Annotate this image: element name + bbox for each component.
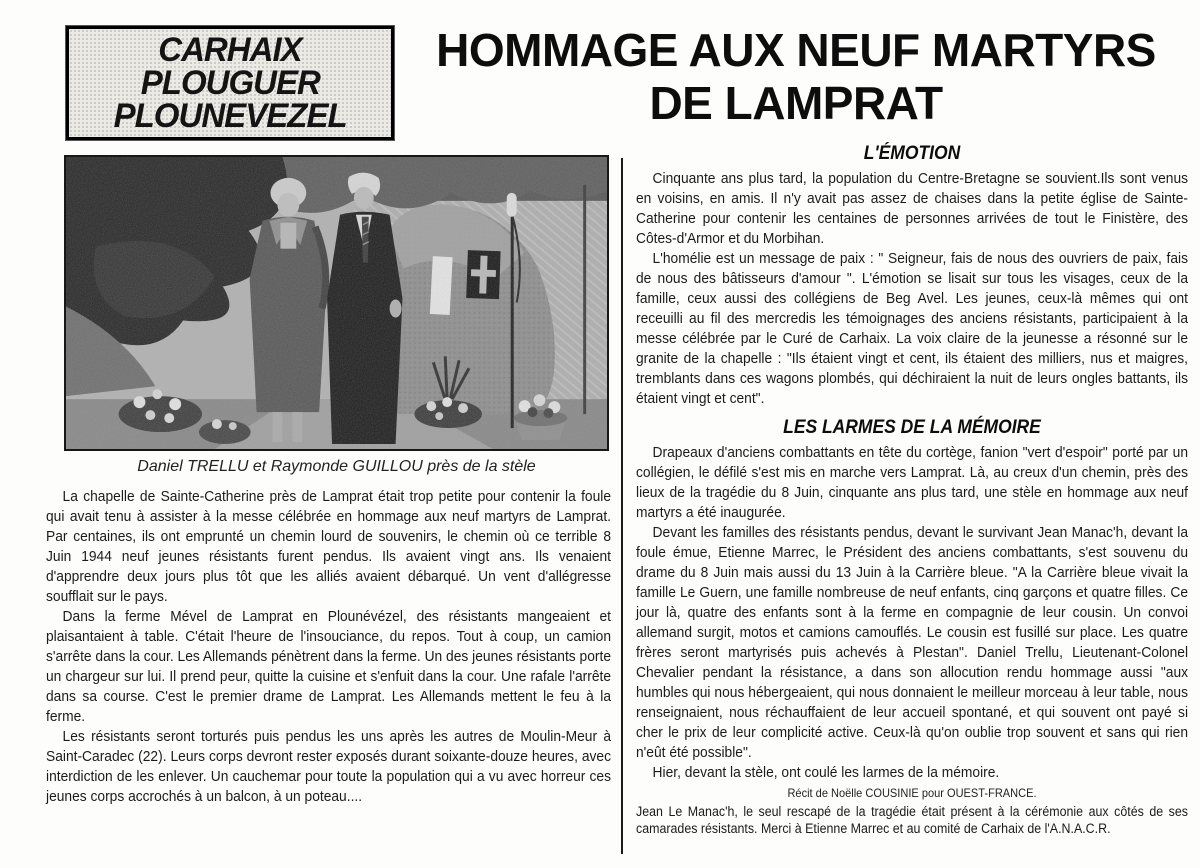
headline-line-1: HOMMAGE AUX NEUF MARTYRS — [436, 24, 1156, 76]
right-paragraph: Cinquante ans plus tard, la population du Centre-Bretagne se souvient.Ils sont venus en voisins, en amis. Il n'y avait pas assez de chaises dans la petite église de Sainte-Catherine pour contenir les centaines de personnes arrivées de tout le Finistère, des Côtes-d'Armor et du Morbihan. — [636, 170, 1189, 247]
column-divider — [621, 158, 623, 854]
left-paragraph: Les résistants seront torturés puis pendus les uns après les autres de Moulin-Meur à Saint-Caradec (22). Leurs corps devront rester exposés durant soixante-douze heures, avec interdiction de les enlever. Un cauchemar pour toute la population qui a vu avec horreur ces jeunes corps accrochés à un balcon, à un poteau.... — [46, 728, 612, 805]
left-paragraph: Dans la ferme Mével de Lamprat en Plounévézel, des résistants mangeaient et plaisantaient à table. C'était l'heure de l'insouciance, du repos. Tout à coup, un camion s'arrête dans la cour. Les Allemands pénètrent dans la ferme. Un des jeunes résistants porte un chargeur sur lui. Il prend peur, quitte la cuisine et s'enfuit dans la cour. Une rafale l'arrête dans sa course. C'est le premier drame de Lamprat. Les Allemands mettent le feu à la ferme. — [46, 608, 612, 725]
author-credit: Récit de Noëlle COUSINIE pour OUEST-FRANCE. — [787, 786, 1037, 800]
left-paragraph: La chapelle de Sainte-Catherine près de Lamprat était trop petite pour contenir la foule qui avait tenu à assister à la messe célébrée en hommage aux neuf martyrs de Lamprat. Par centaines, ils ont emprunté un chemin lourd de souvenirs, le chemin où ce terrible 8 Juin 1944 neuf jeunes résistants furent pendus. Ils avaient vingt ans. Ils venaient d'apprendre deux jours plus tôt que les alliés avaient débarqué. Un vent d'allégresse soufflait sur le pays. — [46, 488, 612, 605]
memorial-photo-illustration — [66, 157, 607, 449]
right-paragraph: L'homélie est un message de paix : " Seigneur, fais de nous des ouvriers de paix, fais de nous des bâtisseurs d'amour ". L'émotion se lisait sur tous les visages, ceux de la famille, ceux aussi des collégiens de Beg Avel. Les jeunes, ceux-là mêmes qui ont receuilli au fil des mercredis les témoignages des anciens résistants, participaient à la messe célébrée par le Curé de Carhaix. La voix claire de la jeunesse a résonné sur le granite de la chapelle : "Ils étaient vingt et cent, ils étaient des milliers, nus et maigres, tremblants dans ces wagons plombés, qui déchiraient la nuit de leurs ongles battants, ils étaient vingt et cent". — [636, 250, 1189, 407]
masthead-line: PLOUNEVEZEL — [113, 96, 347, 135]
memorial-photo — [64, 155, 609, 451]
right-paragraph: Drapeaux d'anciens combattants en tête du cortège, fanion "vert d'espoir" porté par un collégien, le défilé s'est mis en marche vers Lamprat. Là, au creux d'un chemin, près des lieux de la tragédie du 8 Juin, cinquante ans plus tard, une stèle en hommage aux neuf martyrs a été inaugurée. — [636, 444, 1189, 521]
photo-caption: Daniel TRELLU et Raymonde GUILLOU près de la stèle — [137, 458, 536, 475]
headline-line-2: DE LAMPRAT — [649, 77, 943, 129]
masthead-box — [66, 26, 394, 140]
left-column — [46, 487, 611, 807]
right-paragraph: Hier, devant la stèle, ont coulé les larmes de la mémoire. — [652, 764, 1000, 781]
right-column — [636, 142, 1188, 837]
right-paragraph: Devant les familles des résistants pendus, devant le survivant Jean Manac'h, devant la foule émue, Etienne Marrec, le Président des anciens combattants, s'est souvenu du drame du 8 Juin mais aussi du 13 Juin à la Carrière bleue. "A la Carrière bleue vivait la famille Le Guern, une famille nombreuse de neuf enfants, cinq garçons et quatre filles. Ce jour là, quatre des enfants sont à la ferme en compagnie de leur cousin. Un convoi allemand surgit, motos et camions camouflés. Le cousin est fusillé sur place. Les quatre frères seront martyrisés puis achevés à Plestan". Daniel Trellu, Lieutenant-Colonel Chevalier pendant la résistance, a dans son allocution rendu hommage aussi "aux humbles qui nous hébergeaient, qui nous donnaient le meilleur morceau à leur table, nous renseignaient, nous réchauffaient de leur accueil spontané, et qui souvent ont payé si cher le prix de leur complicité active. Ceux-là qu'on oublie trop souvent et sans qui rien n'eût été possible". — [636, 524, 1189, 761]
section-heading-larmes: LES LARMES DE LA MÉMOIRE — [783, 417, 1041, 438]
masthead-line: PLOUGUER — [140, 63, 320, 102]
article-headline — [402, 24, 1190, 130]
editor-footnote: Jean Le Manac'h, le seul rescapé de la tragédie était présent à la cérémonie aux côtés de ses camarades résistants. Merci à Etienne Marrec et au comité de Carhaix de l'A.N.A.C.R. — [636, 804, 1189, 836]
masthead-line: CARHAIX — [158, 30, 302, 69]
section-heading-emotion: L'ÉMOTION — [863, 143, 961, 164]
